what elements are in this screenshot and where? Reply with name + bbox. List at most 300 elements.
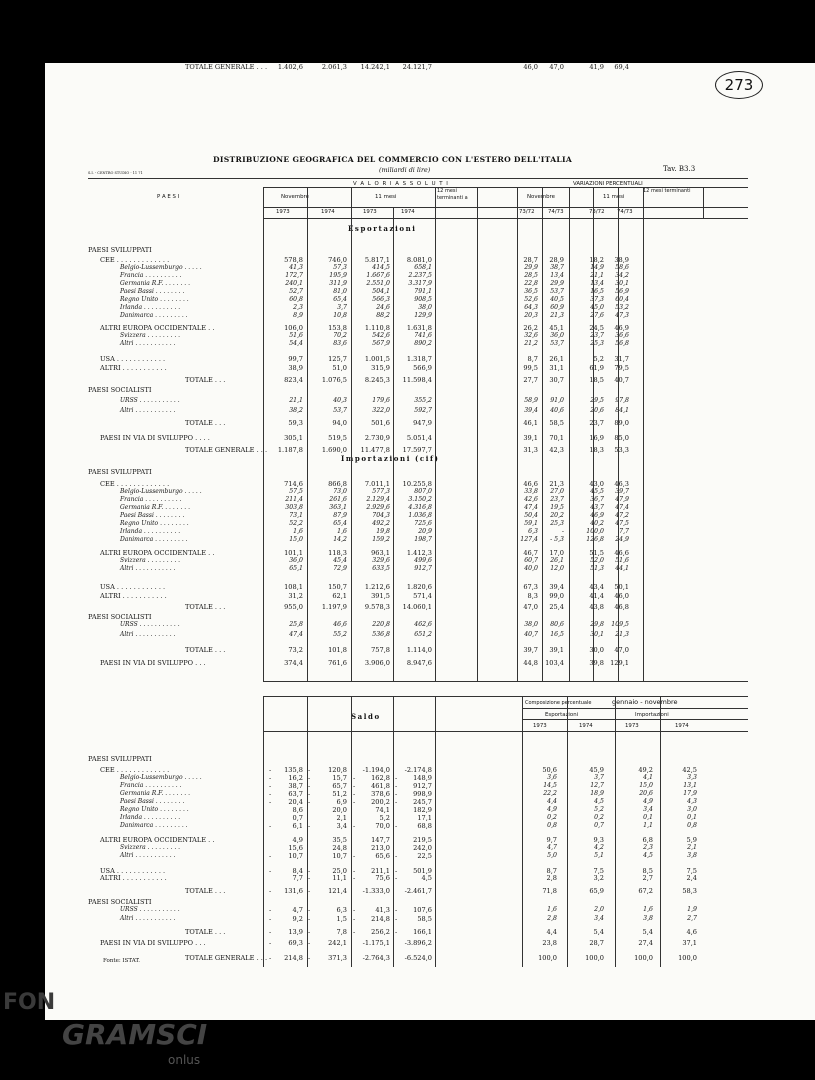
cell-value: 36,6	[615, 332, 629, 339]
11-mesi-header: 11 mesi	[375, 194, 397, 200]
row-label: Danimarca . . . . . . . . .	[120, 822, 188, 829]
cell-value: 166,1	[413, 928, 432, 936]
cell-value: 153,8	[328, 324, 347, 332]
row-label: Francia . . . . . . . . . .	[120, 782, 182, 789]
cell-value: 53,7	[333, 407, 347, 414]
cell-value: 147,7	[371, 836, 390, 844]
row-label: PAESI SVILUPPATI	[88, 468, 152, 476]
cell-value: 15,0	[289, 536, 303, 543]
cell-value: 44,8	[523, 659, 538, 667]
cell-value: 68,8	[417, 822, 432, 830]
cell-value: 51,6	[615, 557, 629, 564]
cell-value: 10,7	[288, 852, 303, 860]
comp-value: 0,1	[643, 814, 653, 821]
comp-value: 3,6	[547, 774, 557, 781]
cell-value: 39,1	[523, 434, 538, 442]
cell-value: 14.060,1	[402, 603, 432, 611]
cell-value: -2.764,3	[362, 954, 390, 962]
minus-sign: -	[395, 928, 398, 936]
row-label: Svizzera . . . . . . . . .	[120, 557, 181, 564]
cell-value: 355,2	[414, 397, 432, 404]
cell-value: 1.631,8	[406, 324, 432, 332]
cell-value: 240,1	[285, 280, 303, 287]
row-label: CEE . . . . . . . . . . . . .	[100, 766, 170, 774]
section-saldo: Saldo	[351, 712, 381, 721]
comp-value: 2,7	[642, 874, 653, 882]
minus-sign: -	[308, 822, 311, 830]
cell-value: 18,2	[589, 256, 604, 264]
row-label: Germania R.F. . . . . . . .	[120, 280, 191, 287]
cell-value: 311,9	[329, 280, 347, 287]
cell-value: 2.061,3	[321, 63, 347, 71]
row-label: TOTALE . . .	[185, 646, 226, 654]
cell-value: 305,1	[284, 434, 303, 442]
cell-value: 21,3	[550, 312, 564, 319]
comp-value: 4,6	[686, 928, 697, 936]
grid-line	[435, 696, 436, 967]
minus-sign: -	[269, 766, 272, 774]
comp-value: 100,0	[538, 954, 557, 962]
cell-value: 14.242,1	[360, 63, 390, 71]
cell-value: 519,5	[328, 434, 347, 442]
cell-value: 126,8	[586, 536, 604, 543]
minus-sign: -	[308, 798, 311, 806]
comp-value: 5,4	[593, 928, 604, 936]
row-label: PAESI IN VIA DI SVILUPPO . . . .	[100, 434, 210, 442]
cell-value: 53,2	[615, 304, 629, 311]
minus-sign: -	[353, 782, 356, 790]
cell-value: 73,2	[288, 646, 303, 654]
cell-value: 9.578,3	[364, 603, 390, 611]
cell-value: 56,8	[615, 340, 629, 347]
cell-value: 912,7	[413, 782, 432, 790]
cell-value: 129,1	[610, 659, 629, 667]
cell-value: 2.730,9	[364, 434, 390, 442]
cell-value: 5,2	[593, 355, 604, 363]
cell-value: 7,8	[336, 928, 347, 936]
paesi-header: P A E S I	[157, 194, 180, 200]
cell-value: -2.461,7	[404, 887, 432, 895]
row-label: USA . . . . . . . . . . . .	[100, 583, 166, 591]
minus-sign: -	[269, 867, 272, 875]
cell-value: 38,9	[288, 364, 303, 372]
grid-line	[307, 187, 308, 681]
grid-line	[593, 187, 594, 681]
year-1974: 1974	[321, 209, 335, 215]
minus-sign: -	[269, 906, 272, 914]
cell-value: 658,1	[414, 264, 432, 271]
cell-value: 214,8	[284, 954, 303, 962]
cell-value: 2.929,6	[366, 504, 390, 511]
cell-value: 85,0	[614, 434, 629, 442]
cell-value: 5.051,4	[406, 434, 432, 442]
cell-value: 58,5	[417, 915, 432, 923]
grid-line	[263, 696, 264, 967]
row-label: URSS . . . . . . . . . . .	[120, 621, 180, 628]
cell-value: 16,2	[288, 774, 303, 782]
cell-value: 44,1	[615, 565, 629, 572]
cell-value: 198,7	[414, 536, 432, 543]
cell-value: 47,4	[524, 504, 538, 511]
cell-value: 14,9	[590, 264, 604, 271]
cell-value: 65,4	[333, 520, 347, 527]
grid-line	[522, 719, 748, 720]
comp-value: 71,8	[542, 887, 557, 895]
row-label: ALTRI EUROPA OCCIDENTALE . .	[100, 549, 215, 557]
cell-value: 52,2	[289, 520, 303, 527]
comp-value: 4,9	[547, 806, 557, 813]
cell-value: 29,9	[550, 280, 564, 287]
row-label: Irlanda . . . . . . . . . .	[120, 528, 181, 535]
cell-value: 30,7	[549, 376, 564, 384]
minus-sign: -	[269, 887, 272, 895]
row-label: Irlanda . . . . . . . . . .	[120, 814, 181, 821]
cell-value: 22,8	[524, 280, 538, 287]
row-label: PAESI SVILUPPATI	[88, 246, 152, 254]
cell-value: 47,5	[615, 520, 629, 527]
cell-value: 39,4	[549, 583, 564, 591]
cell-value: 172,7	[285, 272, 303, 279]
cell-value: 120,8	[328, 766, 347, 774]
cell-value: 378,6	[371, 790, 390, 798]
cell-value: 43,7	[590, 504, 604, 511]
cell-value: 16,5	[590, 288, 604, 295]
cell-value: 20,9	[418, 528, 432, 535]
cell-value: 577,3	[372, 488, 390, 495]
comp-value: 100,0	[585, 954, 604, 962]
cell-value: 59,1	[524, 520, 538, 527]
minus-sign: -	[269, 939, 272, 947]
cell-value: 107,6	[413, 906, 432, 914]
cell-value: 1.001,5	[364, 355, 390, 363]
comp-value: 5,2	[594, 806, 604, 813]
cell-value: 52,7	[289, 288, 303, 295]
comp-value: 0,7	[594, 822, 604, 829]
cell-value: 47,9	[615, 496, 629, 503]
cell-value: 52,6	[524, 296, 538, 303]
minus-sign: -	[269, 915, 272, 923]
cell-value: 31,7	[614, 355, 629, 363]
cell-value: 20,6	[590, 407, 604, 414]
row-label: ALTRI . . . . . . . . . . .	[100, 592, 167, 600]
var-12-mesi-header: 12 mesi terminanti	[643, 188, 691, 194]
minus-sign: -	[353, 790, 356, 798]
year-1973: 1973	[363, 209, 377, 215]
cell-value: 45,1	[549, 324, 564, 332]
comp-value: 17,9	[683, 790, 697, 797]
row-label: TOTALE . . .	[185, 928, 226, 936]
cell-value: 60,8	[289, 296, 303, 303]
cell-value: 131,6	[284, 887, 303, 895]
cell-value: 53,3	[614, 446, 629, 454]
row-label: TOTALE . . .	[185, 419, 226, 427]
row-label: Francia . . . . . . . . . .	[120, 272, 182, 279]
cell-value: 3,7	[337, 304, 347, 311]
grid-line	[569, 187, 570, 681]
row-label: Altri . . . . . . . . . . .	[120, 407, 176, 414]
cell-value: 51,5	[589, 549, 604, 557]
minus-sign: -	[353, 867, 356, 875]
cell-value: 38,9	[614, 256, 629, 264]
row-label: Danimarca . . . . . . . . .	[120, 312, 188, 319]
cell-value: 43,8	[589, 603, 604, 611]
cell-value: 542,6	[372, 332, 390, 339]
cell-value: 17.597,7	[402, 446, 432, 454]
cell-value: 45,5	[590, 488, 604, 495]
cell-value: 6,9	[336, 798, 347, 806]
cell-value: 29,5	[590, 397, 604, 404]
grid-line	[307, 696, 311, 967]
cell-value: 43,4	[589, 583, 604, 591]
watermark-sub: onlus	[168, 1053, 201, 1067]
minus-sign: -	[269, 774, 272, 782]
minus-sign: -	[395, 790, 398, 798]
watermark-brand: GRAMSCI	[62, 1018, 208, 1051]
minus-sign: -	[308, 874, 311, 882]
row-label: Svizzera . . . . . . . . .	[120, 844, 181, 851]
cell-value: 80,6	[550, 621, 564, 628]
cell-value: 36,0	[289, 557, 303, 564]
cell-value: -3.896,2	[404, 939, 432, 947]
comp-value: 2,8	[547, 915, 557, 922]
comp-value: 4,5	[643, 852, 653, 859]
grid-line	[643, 187, 644, 681]
comp-value: 50,6	[542, 766, 557, 774]
cell-value: 761,6	[328, 659, 347, 667]
cell-value: 1.110,8	[364, 324, 390, 332]
cell-value: 10,7	[332, 852, 347, 860]
watermark-left: FON	[3, 990, 56, 1015]
cell-value: 40,5	[550, 296, 564, 303]
comp-value: 4,4	[546, 928, 557, 936]
cell-value: 13,4	[550, 272, 564, 279]
cell-value: 6,3	[336, 906, 347, 914]
cell-value: 40,7	[614, 376, 629, 384]
cell-value: 4,7	[292, 906, 303, 914]
cell-value: 99,7	[288, 355, 303, 363]
cell-value: 118,3	[328, 549, 347, 557]
cell-value: 20,3	[524, 312, 538, 319]
variazioni-header: VARIAZIONI PERCENTUALI	[573, 181, 643, 187]
cell-value: 25,3	[550, 520, 564, 527]
cell-value: 67,3	[523, 583, 538, 591]
cell-value: 89,0	[614, 419, 629, 427]
cell-value: 315,9	[371, 364, 390, 372]
cell-value: 62,1	[332, 592, 347, 600]
comp-value: 3,2	[593, 874, 604, 882]
comp-value: 2,0	[594, 906, 604, 913]
grid-line	[351, 696, 352, 967]
minus-sign: -	[353, 852, 356, 860]
minus-sign: -	[308, 790, 311, 798]
cell-value: 14,2	[333, 536, 347, 543]
cell-value: 36,7	[590, 496, 604, 503]
cell-value: 25,3	[590, 340, 604, 347]
cell-value: 363,1	[329, 504, 347, 511]
page-number: 273	[715, 71, 763, 99]
cell-value: 31,2	[288, 592, 303, 600]
composizione-period: gennaio - novembre	[612, 698, 678, 706]
cell-value: 791,1	[414, 288, 432, 295]
minus-sign: -	[269, 954, 272, 962]
cell-value: 8.245,3	[364, 376, 390, 384]
grid-line	[660, 696, 661, 967]
row-label: Altri . . . . . . . . . . .	[120, 565, 176, 572]
cell-value: 94,0	[332, 419, 347, 427]
cell-value: 213,0	[371, 844, 390, 852]
cell-value: 8.947,6	[406, 659, 432, 667]
grid-line	[522, 696, 523, 967]
cell-value: 121,4	[328, 887, 347, 895]
minus-sign: -	[353, 915, 356, 923]
minus-sign: -	[269, 852, 272, 860]
cell-value: 2.551,0	[366, 280, 390, 287]
cell-value: -1.333,0	[362, 887, 390, 895]
cell-value: 11.477,8	[360, 446, 390, 454]
cell-value: 38,0	[524, 621, 538, 628]
cell-value: 13,4	[590, 280, 604, 287]
comp-value: 0,2	[547, 814, 557, 821]
cell-value: 1.187,8	[277, 446, 303, 454]
comp-value: 9,3	[593, 836, 604, 844]
cell-value: 1.197,9	[321, 603, 347, 611]
cell-value: 908,5	[414, 296, 432, 303]
comp-value: 4,4	[547, 798, 557, 805]
cell-value: 43,0	[589, 480, 604, 488]
cell-value: 7.011,1	[364, 480, 390, 488]
cell-value: 46,7	[523, 549, 538, 557]
cell-value: -1.194,0	[362, 766, 390, 774]
cell-value: 19,5	[550, 504, 564, 511]
cell-value: 34,2	[615, 272, 629, 279]
cell-value: 947,9	[413, 419, 432, 427]
composizione-header: Composizione percentuale	[525, 700, 592, 706]
cell-value: 20,2	[550, 512, 564, 519]
cell-value: 65,1	[289, 565, 303, 572]
cell-value: 195,9	[329, 272, 347, 279]
minus-sign: -	[308, 928, 311, 936]
row-label: ALTRI EUROPA OCCIDENTALE . .	[100, 324, 215, 332]
cell-value: -6.524,0	[404, 954, 432, 962]
comp-value: 5,9	[686, 836, 697, 844]
cell-value: 2.237,5	[408, 272, 432, 279]
row-label: PAESI SOCIALISTI	[88, 613, 152, 621]
row-label: Belgio-Lussemburgo . . . . .	[120, 264, 202, 271]
row-label: TOTALE . . .	[185, 603, 226, 611]
grid-line	[542, 187, 543, 681]
cell-value: 46,8	[614, 603, 629, 611]
cell-value: 5,2	[379, 814, 390, 822]
cell-value: 21,2	[524, 340, 538, 347]
grid-line	[393, 696, 394, 967]
grid-line	[351, 187, 352, 681]
cell-value: - 5,3	[550, 536, 564, 543]
cell-value: 23,7	[550, 496, 564, 503]
cell-value: 99,0	[549, 592, 564, 600]
cell-value: 106,0	[284, 324, 303, 332]
cell-value: 24.121,7	[402, 63, 432, 71]
cell-value: 37,3	[590, 296, 604, 303]
minus-sign: -	[353, 822, 356, 830]
cell-value: 6,1	[292, 822, 303, 830]
cell-value: 61,9	[589, 364, 604, 372]
var-year: 74/73	[548, 209, 564, 215]
grid-line	[618, 187, 619, 681]
comp-value: 3,8	[687, 852, 697, 859]
cell-value: 242,1	[328, 939, 347, 947]
table-number: Tav. B3.3	[663, 165, 696, 173]
row-label: Altri . . . . . . . . . . .	[120, 631, 176, 638]
minus-sign: -	[308, 906, 311, 914]
cell-value: 27,0	[550, 488, 564, 495]
row-label: Svizzera . . . . . . . . .	[120, 332, 181, 339]
cell-value: 3.317,9	[408, 280, 432, 287]
cell-value: 25,8	[289, 621, 303, 628]
cell-value: 101,1	[284, 549, 303, 557]
cell-value: 1,6	[337, 528, 347, 535]
cell-value: 504,1	[372, 288, 390, 295]
document-title: DISTRIBUZIONE GEOGRAFICA DEL COMMERCIO CON L'ESTERO DELL'ITALIA	[213, 155, 573, 164]
cell-value: 47,3	[615, 312, 629, 319]
comp-value: 4,9	[643, 798, 653, 805]
cell-value: 3,4	[336, 822, 347, 830]
cell-value: 81,0	[333, 288, 347, 295]
cell-value: 28,9	[549, 256, 564, 264]
cell-value: 963,1	[371, 549, 390, 557]
cell-value: 30,0	[589, 646, 604, 654]
cell-value: 329,6	[372, 557, 390, 564]
cell-value: 12,0	[550, 565, 564, 572]
comp-value: 1,6	[547, 906, 557, 913]
cell-value: 1.412,3	[406, 549, 432, 557]
cell-value: 73,0	[333, 488, 347, 495]
cell-value: 499,6	[414, 557, 432, 564]
cell-value: 1.036,8	[408, 512, 432, 519]
cell-value: 501,9	[413, 867, 432, 875]
row-label: CEE . . . . . . . . . . . . .	[100, 480, 170, 488]
cell-value: 38,7	[288, 782, 303, 790]
cell-value: 11,1	[332, 874, 347, 882]
row-label: TOTALE GENERALE . . .	[185, 446, 268, 454]
minus-sign: -	[308, 782, 311, 790]
comp-value: 7,5	[593, 867, 604, 875]
comp-value: 8,5	[642, 867, 653, 875]
cell-value: 70,1	[549, 434, 564, 442]
row-label: ALTRI EUROPA OCCIDENTALE . .	[100, 836, 215, 844]
cell-value: 21,3	[549, 480, 564, 488]
cell-value: 125,7	[328, 355, 347, 363]
cell-value: 998,9	[413, 790, 432, 798]
cell-value: 501,6	[371, 419, 390, 427]
comp-year: 1974	[579, 723, 593, 729]
minus-sign: -	[395, 852, 398, 860]
cell-value: 8,6	[292, 806, 303, 814]
cell-value: 46,0	[614, 592, 629, 600]
cell-value: 53,7	[550, 340, 564, 347]
comp-value: 0,8	[687, 822, 697, 829]
comp-value: 0,2	[594, 814, 604, 821]
minus-sign: -	[308, 887, 311, 895]
cell-value: 40,2	[590, 520, 604, 527]
grid-line	[615, 696, 616, 967]
cell-value: 592,7	[414, 407, 432, 414]
cell-value: 13,9	[288, 928, 303, 936]
row-label: URSS . . . . . . . . . . .	[120, 397, 180, 404]
cell-value: 746,0	[328, 256, 347, 264]
cell-value: 45,4	[333, 557, 347, 564]
cell-value: 31,1	[549, 364, 564, 372]
row-label: Francia . . . . . . . . . .	[120, 496, 182, 503]
